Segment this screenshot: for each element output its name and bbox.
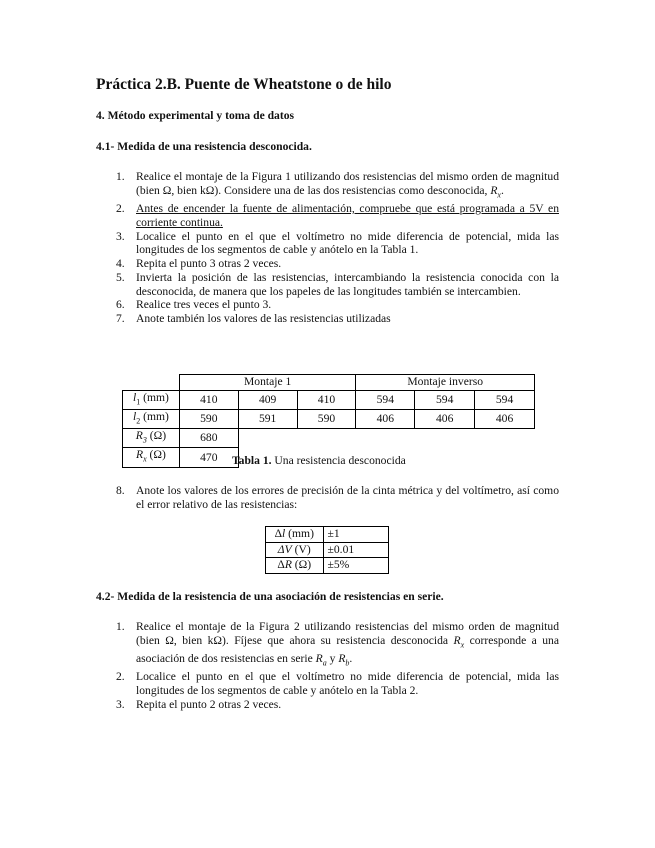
list-item: 1. Realice el montaje de la Figura 2 utilizando resistencias del mismo orden de magnitud (bien Ω, bien kΩ). Fíjese que ahora su resistencia desconocida $R_x$ corresponde a una asociación de dos resistencias en serie $R_a$ y $R_b$. [116, 620, 559, 668]
list-item: 8. Anote los valores de los errores de precisión de la cinta métrica y del voltímetro, así como el error relativo de las resistencias: [116, 484, 559, 511]
row-label: $R_x$ (Ω) [123, 448, 180, 467]
list-item: 2. Localice el punto en el que el voltímetro no mide diferencia de potencial, mida las longitudes de los segmentos de cable y anótelo en la Tabla 2. [116, 670, 559, 697]
table-cell: 590 [179, 409, 238, 428]
list-item: 7. Anote también los valores de las resistencias utilizadas [116, 312, 391, 326]
table-cell: 470 [179, 448, 238, 467]
table-caption-1: Tabla 1. Una resistencia desconocida [232, 454, 406, 467]
table-row [266, 527, 389, 543]
list-item: 5. Invierta la posición de las resistencias, intercambiando la resistencia conocida con la desconocida, de manera que los papeles de las longitudes también se intercambien. [116, 270, 559, 298]
table-group-header: Montaje 1 [179, 375, 356, 391]
page-title: Práctica 2.B. Puente de Wheatstone o de hilo [96, 76, 392, 93]
list-item: 6. Realice tres veces el punto 3. [116, 298, 272, 312]
table-header-row [123, 375, 535, 391]
table-cell: 410 [179, 390, 238, 409]
table-cell: 594 [415, 390, 475, 409]
section-heading-4-2: 4.2- Medida de la resistencia de una asociación de resistencias en serie. [96, 590, 444, 603]
list-item: 3. Repita el punto 2 otras 2 veces. [116, 697, 282, 711]
procedure-list-item-8 [96, 484, 559, 512]
table-row [123, 390, 535, 409]
table-cell: 406 [415, 409, 475, 428]
list-item: 2. Antes de encender la fuente de alimentación, compruebe que está programada a 5V en corriente continua. [116, 201, 559, 229]
table-row [123, 429, 535, 448]
procedure-list-2 [96, 620, 559, 711]
row-label: ΔV (V) [266, 542, 324, 558]
table-row [266, 558, 389, 574]
table-cell: 409 [238, 390, 297, 409]
row-label: $l_2$ (mm) [123, 409, 180, 428]
list-item: 1. Realice el montaje de la Figura 1 utilizando dos resistencias del mismo orden de magnitud (bien Ω, bien kΩ). Considere una de las dos resistencias como desconocida, $R_x$. [116, 170, 559, 200]
section-heading-4: 4. Método experimental y toma de datos [96, 109, 295, 122]
table-cell: 594 [356, 390, 415, 409]
table-cell: 590 [297, 409, 356, 428]
procedure-list-1 [96, 170, 559, 326]
list-item: 4. Repita el punto 3 otras 2 veces. [116, 257, 282, 271]
row-label: Δl (mm) [266, 527, 324, 543]
table-cell: 591 [238, 409, 297, 428]
table-cell: ±0.01 [323, 542, 388, 558]
table-group-header: Montaje inverso [356, 375, 535, 391]
table-cell: 406 [356, 409, 415, 428]
table-cell: 410 [297, 390, 356, 409]
list-item: 3. Localice el punto en el que el voltímetro no mide diferencia de potencial, mida las longitudes de los segmentos de cable y anótelo en la Tabla 1. [116, 229, 559, 257]
row-label: $l_1$ (mm) [123, 390, 180, 409]
table-cell: 680 [179, 429, 238, 448]
table-cell: 594 [475, 390, 535, 409]
table-cell: ±5% [323, 558, 388, 574]
error-table [265, 526, 389, 574]
table-cell: ±1 [323, 527, 388, 543]
row-label: $R_3$ (Ω) [123, 429, 180, 448]
section-heading-4-1: 4.1- Medida de una resistencia desconocida. [96, 140, 312, 153]
table-cell: 406 [475, 409, 535, 428]
table-row [266, 542, 389, 558]
table-row [123, 409, 535, 428]
row-label: ΔR (Ω) [266, 558, 324, 574]
